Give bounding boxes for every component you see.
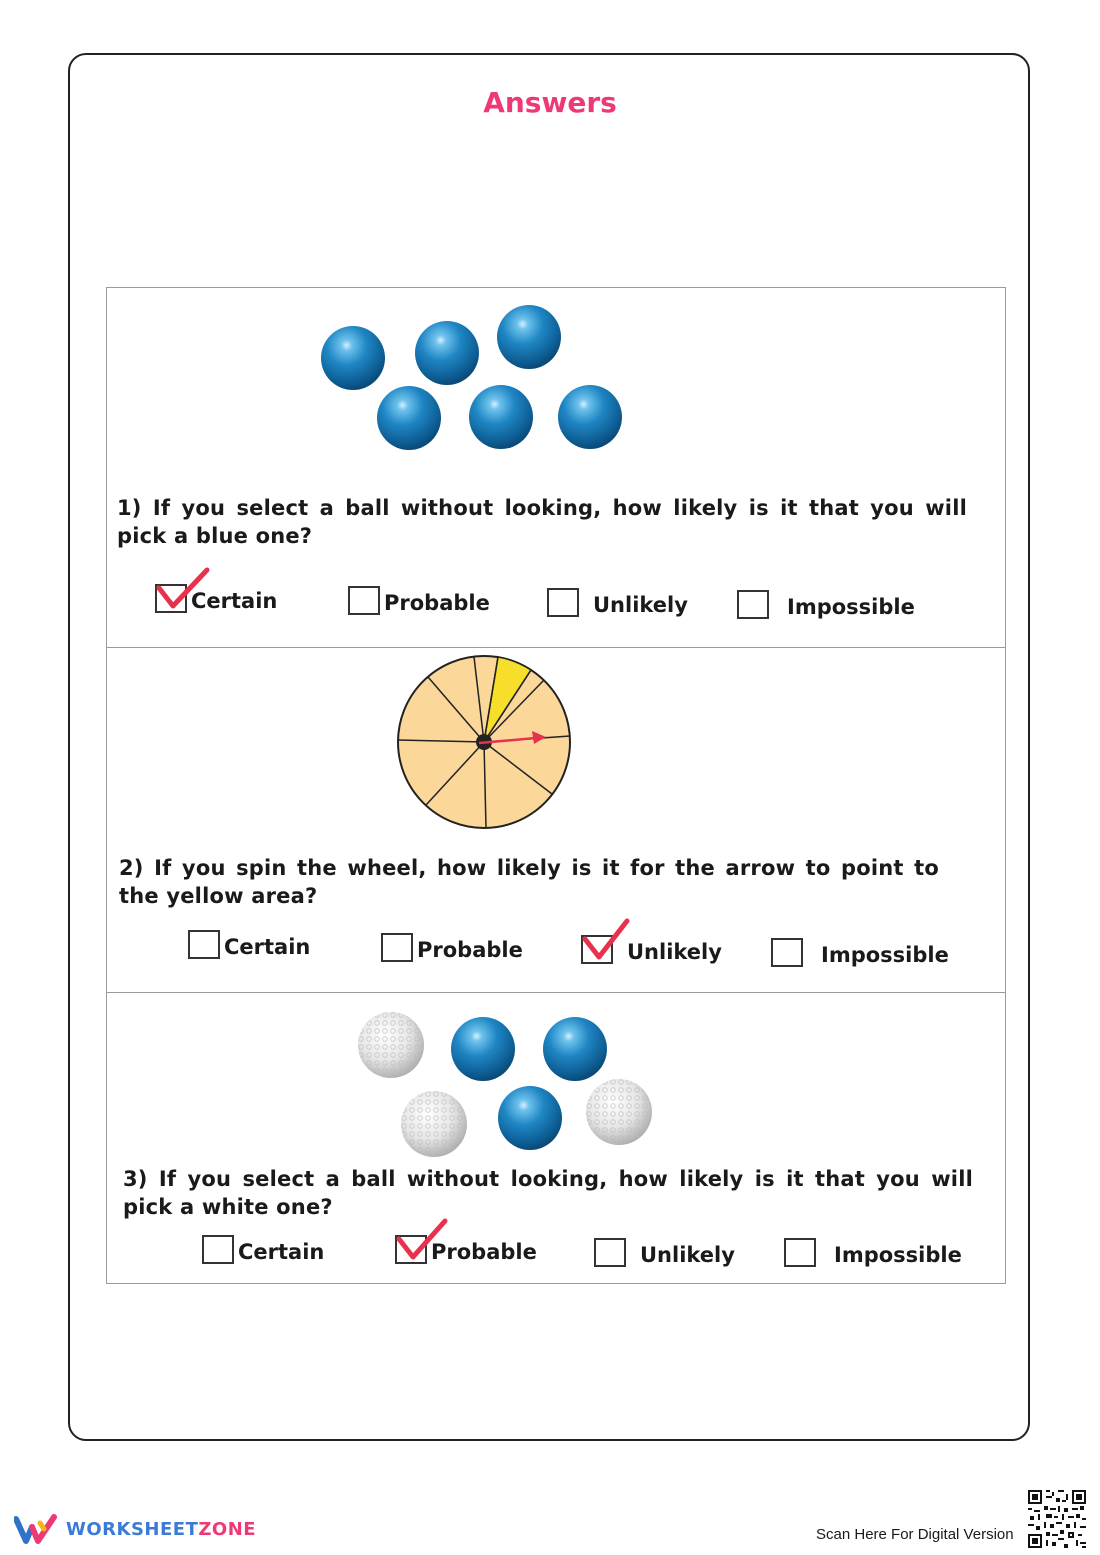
q1-label-certain: Certain [191, 589, 278, 613]
scan-instruction: Scan Here For Digital Version [816, 1526, 1014, 1543]
q2-option-certain[interactable] [188, 930, 310, 959]
question-2-box [106, 647, 1006, 993]
question-1-number: 1) [117, 496, 142, 520]
q2-checkbox-impossible[interactable] [771, 938, 803, 967]
question-3-text [123, 1165, 973, 1221]
question-3-prompt: If you select a ball without looking, how likely is it that you will pick a white one? [123, 1167, 973, 1219]
page-title: Answers [483, 86, 617, 119]
blue-ball [449, 1015, 517, 1083]
q3-option-certain[interactable] [202, 1235, 324, 1264]
q3-label-unlikely: Unlikely [640, 1243, 735, 1267]
q2-checkbox-unlikely[interactable] [581, 935, 613, 964]
brand-name-part2: ZONE [198, 1518, 257, 1540]
q3-option-impossible[interactable] [784, 1238, 962, 1267]
question-2-text [119, 854, 939, 910]
q1-option-impossible[interactable] [737, 590, 915, 619]
question-1-text [117, 494, 967, 550]
question-2-number: 2) [119, 856, 144, 880]
question-1-box [106, 287, 1006, 648]
white-golf-ball [585, 1078, 653, 1146]
q1-option-probable[interactable] [348, 586, 490, 615]
brand-name-part1: WORKSHEET [66, 1518, 199, 1540]
q2-label-unlikely: Unlikely [627, 940, 722, 964]
worksheetzone-logo[interactable] [14, 1513, 256, 1545]
q3-checkbox-certain[interactable] [202, 1235, 234, 1264]
white-golf-ball [357, 1011, 425, 1079]
q2-option-impossible[interactable] [771, 938, 949, 967]
white-golf-ball [400, 1090, 468, 1158]
blue-ball [467, 383, 535, 451]
q3-label-impossible: Impossible [834, 1243, 962, 1267]
q1-checkbox-certain[interactable] [155, 584, 187, 613]
q1-option-certain[interactable] [155, 584, 277, 613]
q3-checkbox-probable[interactable] [395, 1235, 427, 1264]
q1-checkbox-probable[interactable] [348, 586, 380, 615]
blue-ball [541, 1015, 609, 1083]
q3-checkbox-impossible[interactable] [784, 1238, 816, 1267]
check-mark-icon [395, 1217, 451, 1265]
question-3-box [106, 992, 1006, 1284]
q2-label-probable: Probable [417, 938, 523, 962]
q2-option-unlikely[interactable] [581, 935, 722, 964]
q3-option-probable[interactable] [395, 1235, 537, 1264]
q1-label-probable: Probable [384, 591, 490, 615]
q3-checkbox-unlikely[interactable] [594, 1238, 626, 1267]
blue-ball [375, 384, 443, 452]
blue-ball [556, 383, 624, 451]
question-1-prompt: If you select a ball without looking, how likely is it that you will pick a blue one? [117, 496, 967, 548]
q3-label-probable: Probable [431, 1240, 537, 1264]
q1-label-unlikely: Unlikely [593, 593, 688, 617]
blue-ball [413, 319, 481, 387]
q1-label-impossible: Impossible [787, 595, 915, 619]
q2-label-certain: Certain [224, 935, 311, 959]
blue-ball [496, 1084, 564, 1152]
q2-checkbox-probable[interactable] [381, 933, 413, 962]
q3-label-certain: Certain [238, 1240, 325, 1264]
brand-name [66, 1519, 256, 1540]
q2-option-probable[interactable] [381, 933, 523, 962]
check-mark-icon [155, 566, 211, 614]
q1-checkbox-impossible[interactable] [737, 590, 769, 619]
q1-checkbox-unlikely[interactable] [547, 588, 579, 617]
q3-option-unlikely[interactable] [594, 1238, 735, 1267]
question-2-prompt: If you spin the wheel, how likely is it for the arrow to point to the yellow area? [119, 856, 939, 908]
spinner-wheel [395, 653, 573, 831]
question-3-number: 3) [123, 1167, 148, 1191]
blue-ball [495, 303, 563, 371]
q2-checkbox-certain[interactable] [188, 930, 220, 959]
qr-code-icon[interactable] [1028, 1490, 1086, 1548]
check-mark-icon [581, 917, 637, 965]
w-logo-icon [14, 1513, 60, 1545]
blue-ball [319, 324, 387, 392]
q1-option-unlikely[interactable] [547, 588, 688, 617]
q2-label-impossible: Impossible [821, 943, 949, 967]
